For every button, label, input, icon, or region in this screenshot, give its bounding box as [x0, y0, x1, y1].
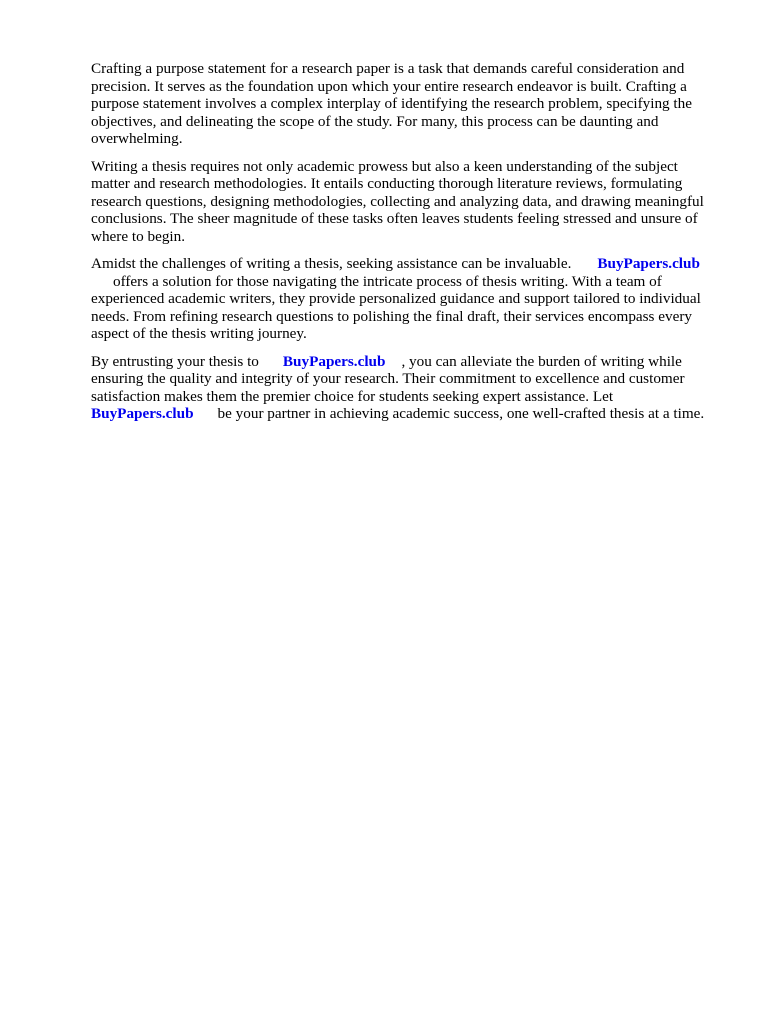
- text-line: experienced academic writers, they provide personalized guidance and support tailored to individual: [91, 290, 701, 307]
- text-line: purpose statement involves a complex interplay of identifying the research problem, specifying the: [91, 95, 692, 112]
- text-line: overwhelming.: [91, 130, 183, 147]
- paragraph-writing-thesis: [91, 158, 721, 246]
- text-line: conclusions. The sheer magnitude of these tasks often leaves students feeling stressed and unsure of: [91, 210, 698, 227]
- text-line: [91, 353, 721, 371]
- text-line: satisfaction makes them the premier choice for students seeking expert assistance. Let: [91, 387, 614, 405]
- paragraph-purpose-statement: [91, 60, 721, 148]
- text-segment: Amidst the challenges of writing a thesis, seeking assistance can be invaluable.: [91, 255, 572, 272]
- text-line: [91, 273, 721, 291]
- buypapers-link[interactable]: BuyPapers.club: [91, 405, 194, 422]
- text-line: needs. From refining research questions to polishing the final draft, their services encompass every: [91, 307, 692, 325]
- text-line: [91, 255, 721, 273]
- buypapers-link[interactable]: BuyPapers.club: [282, 352, 386, 370]
- text-line: objectives, and delineating the scope of the study. For many, this process can be daunting and: [91, 112, 659, 130]
- text-line: ensuring the quality and integrity of your research. Their commitment to excellence and customer: [91, 370, 685, 387]
- text-segment: offers a solution for those navigating the intricate process of thesis writing. With a team of: [113, 272, 662, 290]
- text-line: Writing a thesis requires not only academic prowess but also a keen understanding of the subject: [91, 157, 678, 175]
- text-segment: By entrusting your thesis to: [91, 352, 259, 370]
- text-segment: be your partner in achieving academic success, one well-crafted thesis at a time.: [217, 405, 705, 422]
- text-line: matter and research methodologies. It entails conducting thorough literature reviews, formulating: [91, 175, 683, 192]
- paragraph-entrusting-thesis: [91, 353, 721, 423]
- text-segment: , you can alleviate the burden of writing while: [401, 352, 682, 370]
- paragraph-seeking-assistance: [91, 255, 721, 343]
- document-body: [91, 60, 721, 433]
- text-line: precision. It serves as the foundation upon which your entire research endeavor is built. Crafting a: [91, 77, 687, 95]
- buypapers-link[interactable]: BuyPapers.club: [597, 255, 700, 272]
- text-line: where to begin.: [91, 227, 186, 245]
- text-line: aspect of the thesis writing journey.: [91, 325, 307, 342]
- text-line: Crafting a purpose statement for a research paper is a task that demands careful consideration and: [91, 60, 685, 77]
- text-line: research questions, designing methodologies, collecting and analyzing data, and drawing meaningful: [91, 192, 704, 210]
- text-line: [91, 405, 721, 423]
